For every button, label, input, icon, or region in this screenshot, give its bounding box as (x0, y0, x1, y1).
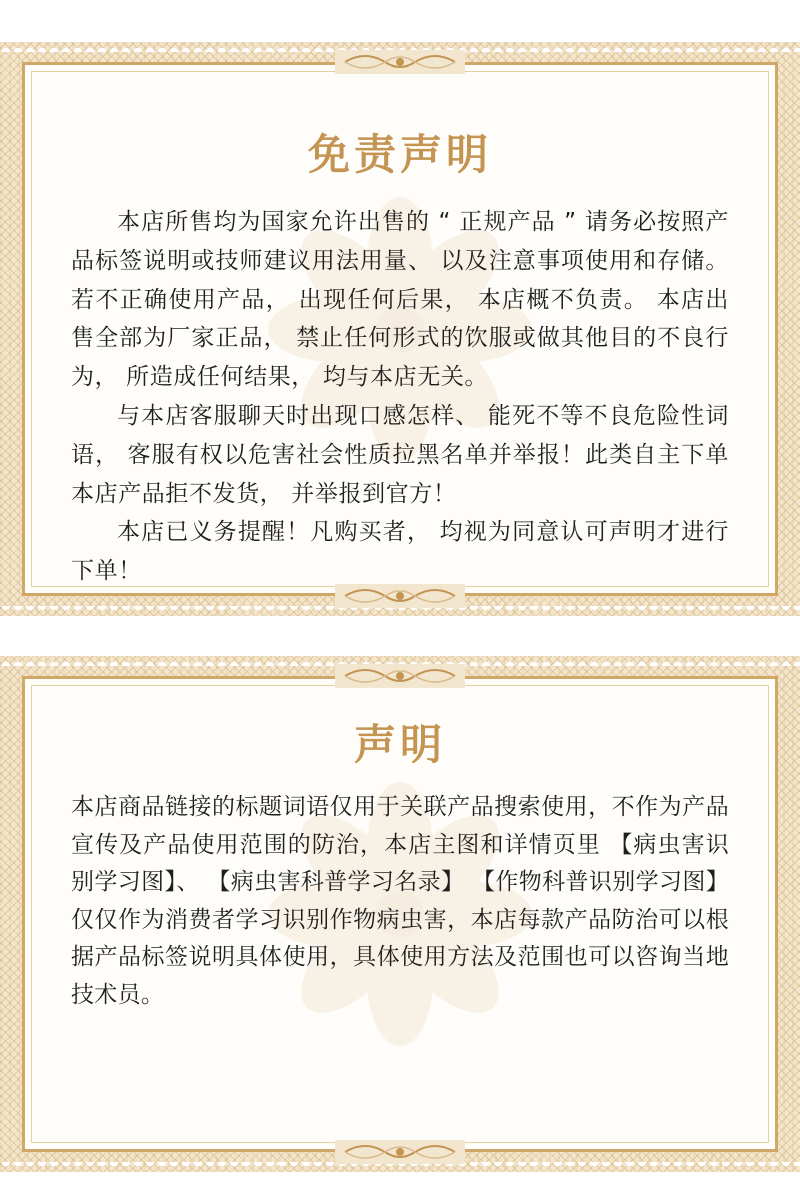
scroll-ornament-icon (335, 664, 465, 688)
certificate-frame (22, 676, 778, 1152)
scroll-ornament-icon (335, 584, 465, 608)
disclaimer-paragraph-2: 与本店客服聊天时出现口感怎样、 能死不等不良危险性词语， 客服有权以危害社会性质拉黑名单并举报！此类自主下单本店产品拒不发货， 并举报到官方！ (71, 402, 729, 507)
statement-certificate (0, 656, 800, 1172)
certificate-frame (22, 62, 778, 596)
disclaimer-certificate (0, 42, 800, 616)
disclaimer-paragraph-3: 本店已义务提醒！凡购买者， 均视为同意认可声明才进行下单！ (71, 519, 729, 585)
statement-paragraph: 本店商品链接的标题词语仅用于关联产品搜索使用，不作为产品宣传及产品使用范围的防治，本店主图和详情页里 【病虫害识别学习图】、 【病虫害科普学习名录】 【作物科普识别学习图】 仅仅作为消费者学习识别作物病虫害，本店每款产品防治可以根据产品标签说明具体使用，具体使用方法及范围也可以咨询当地技术员。 (71, 794, 729, 1008)
statement-title: 声明 (353, 720, 446, 769)
statement-content (71, 717, 729, 1015)
disclaimer-title: 免责声明 (307, 130, 492, 179)
scroll-ornament-icon (335, 50, 465, 74)
scroll-ornament-icon (335, 1140, 465, 1164)
disclaimer-paragraph-1: 本店所售均为国家允许出售的 “ 正规产品 ” 请务必按照产品标签说明或技师建议用法用量、 以及注意事项使用和存储。 若不正确使用产品， 出现任何后果， 本店概不负责。 本店出售全部为厂家正品， 禁止任何形式的饮服或做其他目的不良行为， 所造成任何结果， 均与本店无关。 (71, 209, 729, 391)
disclaimer-content (71, 127, 729, 591)
